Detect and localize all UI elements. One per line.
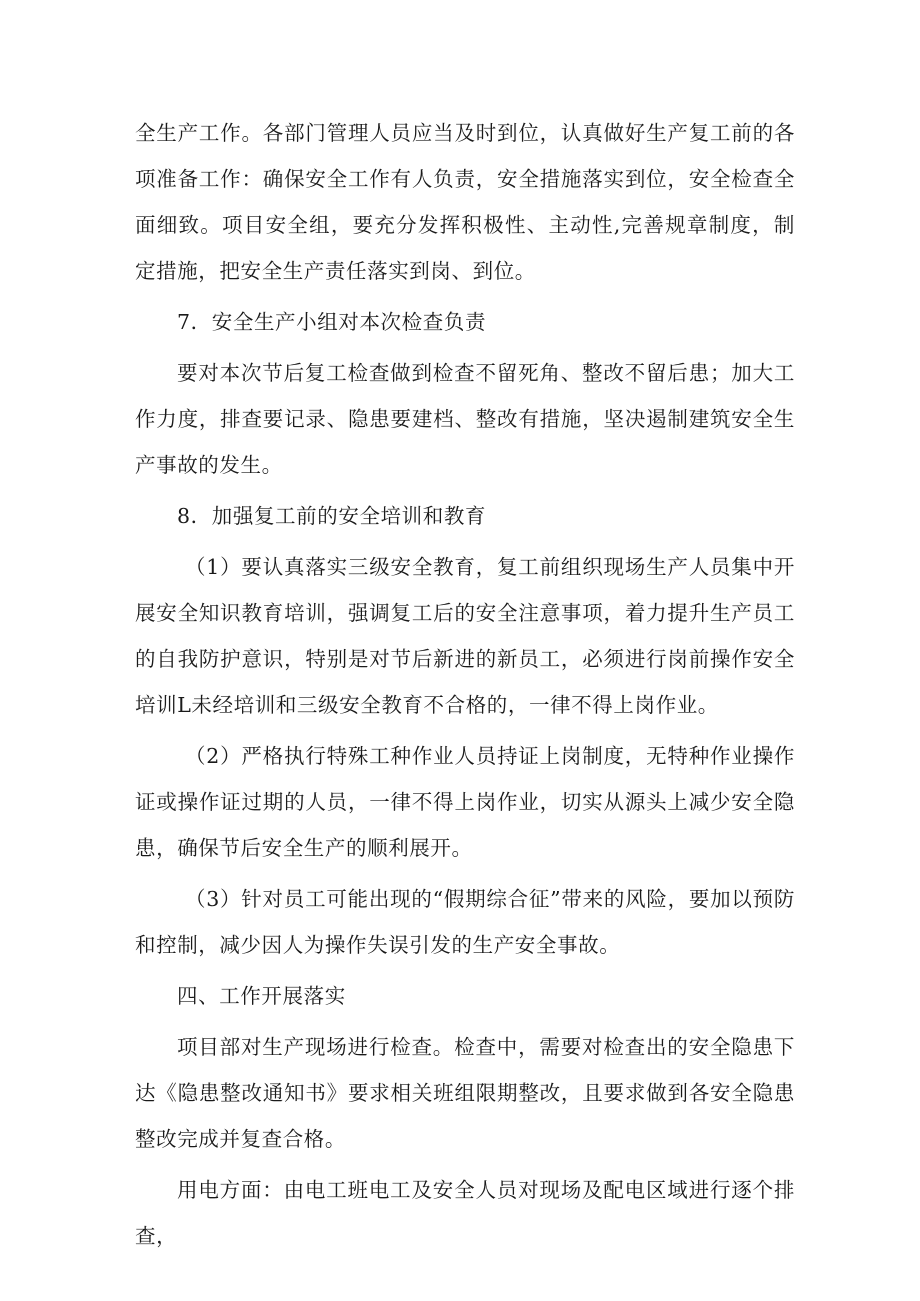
paragraph-training-1: （1）要认真落实三级安全教育，复工前组织现场生产人员集中开展安全知识教育培训，强调复工后的安全注意事项，着力提升生产员工的自我防护意识，特别是对节后新进的新员工，必须进行岗前操作安全培训L未经培训和三级安全教育不合格的，一律不得上岗作业。	[135, 555, 795, 717]
heading-item-8: 8．加强复工前的安全培训和教育	[177, 504, 487, 528]
paragraph-electricity: 用电方面：由电工班电工及安全人员对现场及配电区域进行逐个排查，	[135, 1178, 795, 1248]
paragraph-training-3: （3）针对员工可能出现的“假期综合征”带来的风险，要加以预防和控制，减少因人为操作失误引发的生产安全事故。	[135, 887, 795, 957]
paragraph-site-check: 项目部对生产现场进行检查。检查中，需要对检查出的安全隐患下达《隐患整改通知书》要求相关班组限期整改，且要求做到各安全隐患整改完成并复查合格。	[135, 1035, 795, 1151]
paragraph-inspection: 要对本次节后复工检查做到检查不留死角、整改不留后患；加大工作力度，排查要记录、隐患要建档、整改有措施，坚决遏制建筑安全生产事故的发生。	[135, 361, 795, 477]
paragraph-safety-duty: 全生产工作。各部门管理人员应当及时到位，认真做好生产复工前的各项准备工作：确保安全工作有人负责，安全措施落实到位，安全检查全面细致。项目安全组，要充分发挥积极性、主动性,完善规章制度，制定措施，把安全生产责任落实到岗、到位。	[135, 121, 795, 283]
document-body	[135, 110, 795, 1264]
paragraph-training-2: （2）严格执行特殊工种作业人员持证上岗制度，无特种作业操作证或操作证过期的人员，一律不得上岗作业，切实从源头上减少安全隐患，确保节后安全生产的顺利展开。	[135, 744, 795, 860]
heading-item-7: 7．安全生产小组对本次检查负责	[177, 310, 487, 334]
heading-section-4: 四、工作开展落实	[177, 984, 346, 1008]
